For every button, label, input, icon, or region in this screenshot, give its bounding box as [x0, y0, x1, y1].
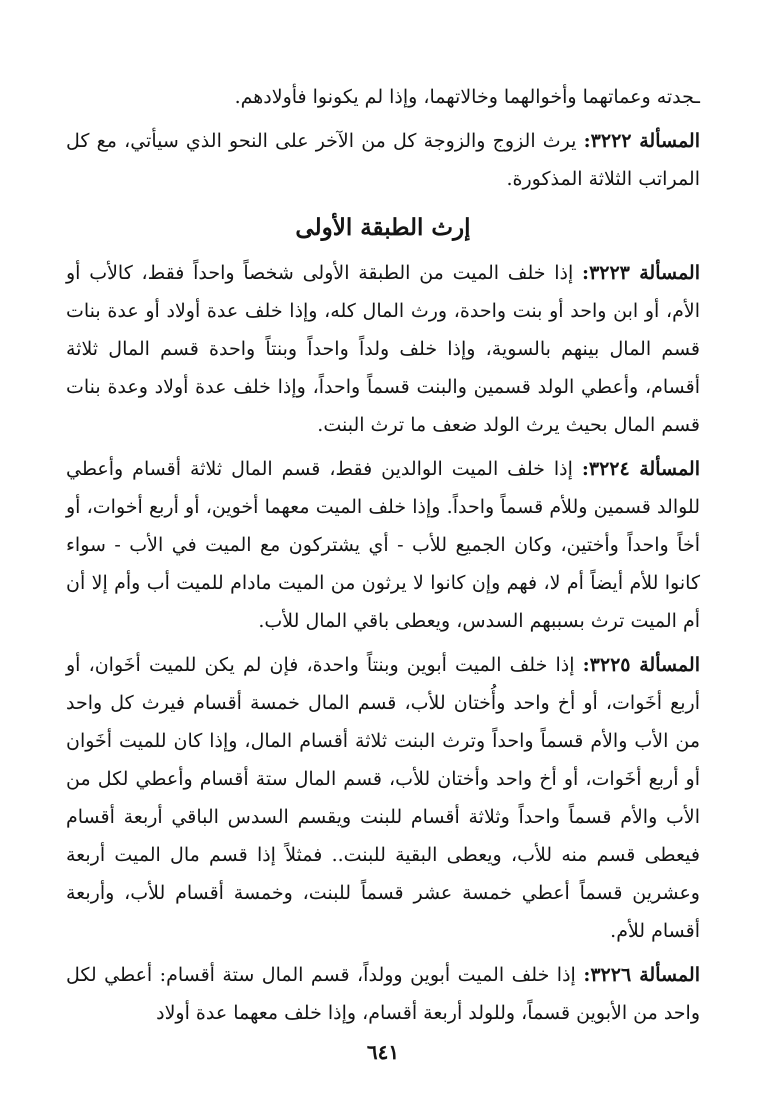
page-number: ٦٤١	[366, 1040, 400, 1064]
paragraph-issue-3226	[66, 956, 700, 1032]
paragraph-issue-3222	[66, 122, 700, 198]
issue-number: المسألة ٣٢٢٢:	[583, 130, 700, 152]
paragraph-text: إذا خلف الميت من الطبقة الأولى شخصاً واحداً فقط، كالأب أو الأم، أو ابن واحد أو بنت واحدة، ورث المال كله، وإذا خلف عدة أولاد أو عدة بنات قسم المال بينهم بالسوية، وإذا خلف ولداً واحداً وبنتاً واحدة قسم المال ثلاثة أقسام، وأعطي الولد قسمين والبنت قسماً واحداً، وإذا خلف عدة أولاد وعدة بنات قسم المال بحيث يرث الولد ضعف ما ترث البنت.	[66, 262, 700, 436]
section-heading: إرث الطبقة الأولى	[295, 214, 471, 241]
issue-number: المسألة ٣٢٢٤:	[581, 458, 700, 480]
paragraph-issue-3223	[66, 254, 700, 444]
issue-number: المسألة ٣٢٢٣:	[582, 262, 700, 284]
paragraph-text: إذا خلف الميت أبوين وبنتاً واحدة، فإن لم يكن للميت أخَوان، أو أربع أخَوات، أو أخ واحد وأُختان للأب، قسم المال خمسة أقسام فيرث كل واحد من الأب والأم قسماً واحداً وترث البنت ثلاثة أقسام المال، وإذا كان للميت أخَوان أو أربع أخَوات، أو أخ واحد وأختان للأب، قسم المال ستة أقسام وأعطي لكل من الأب والأم قسماً واحداً وثلاثة أقسام للبنت ويقسم السدس الباقي أربعة أقسام فيعطى قسم منه للأب، ويعطى البقية للبنت.. فمثلاً إذا قسم مال الميت أربعة وعشرين قسماً أعطي خمسة عشر قسماً للبنت، وخمسة أقسام للأب، وأربعة أقسام للأم.	[66, 654, 700, 942]
paragraph-continuation	[66, 78, 700, 116]
issue-number: المسألة ٣٢٢٦:	[583, 964, 700, 986]
document-page	[66, 78, 700, 1038]
issue-number: المسألة ٣٢٢٥:	[582, 654, 700, 676]
paragraph-text: ـجدته وعماتهما وأخوالهما وخالاتهما، وإذا لم يكونوا فأولادهم.	[234, 86, 700, 108]
paragraph-issue-3224	[66, 450, 700, 640]
paragraph-text: إذا خلف الميت أبوين وولداً، قسم المال ستة أقسام: أعطي لكل واحد من الأبوين قسماً، وللولد أربعة أقسام، وإذا خلف معهما عدة أولاد	[66, 964, 700, 1024]
paragraph-text: إذا خلف الميت الوالدين فقط، قسم المال ثلاثة أقسام وأعطي للوالد قسمين وللأم قسماً واحداً. وإذا خلف الميت معهما أخوين، أو أربع أخوات، أو أخاً واحداً وأختين، وكان الجميع للأب - أي يشتركون مع الميت في الأب - سواء كانوا للأم أيضاً أم لا، فهم وإن كانوا لا يرثون من الميت مادام للميت أب وأم إلا أن أم الميت ترث بسببهم السدس، ويعطى باقي المال للأب.	[66, 458, 700, 632]
paragraph-issue-3225	[66, 646, 700, 950]
paragraph-text: يرث الزوج والزوجة كل من الآخر على النحو الذي سيأتي، مع كل المراتب الثلاثة المذكورة.	[66, 130, 700, 190]
